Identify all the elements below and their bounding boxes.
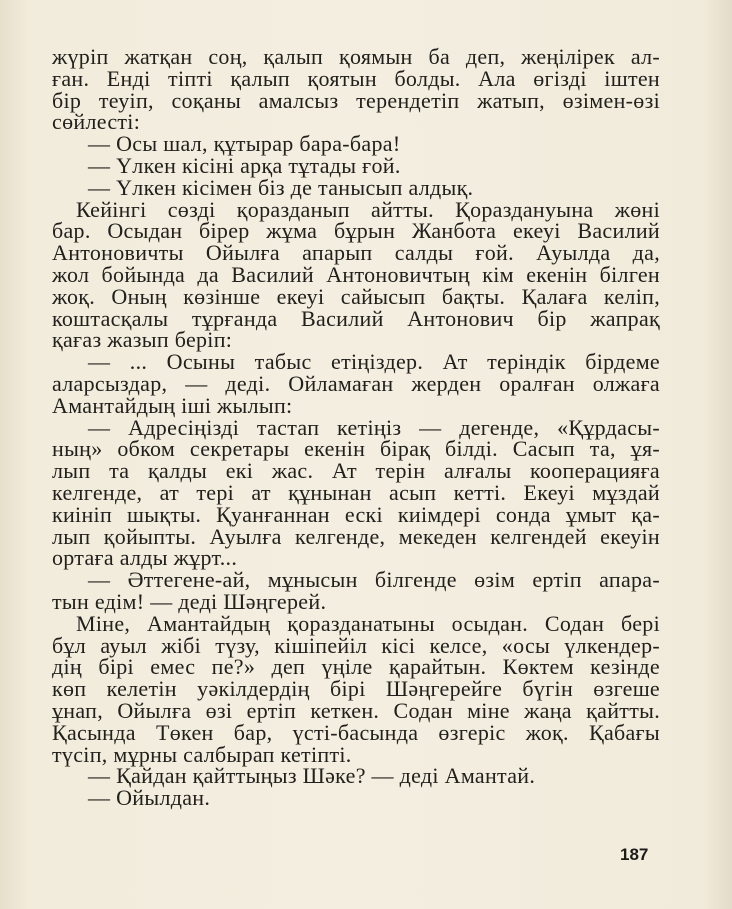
text-line-30: көп келетін уәкілдердің бірі Шәңгерейге бүгін өзгеше <box>52 676 660 702</box>
text-line-5: — Осы шал, құтырар бара-бара! <box>88 131 401 157</box>
text-line-23: лып қойыпты. Ауылға келгенде, мекеден келгендей екеуін <box>52 523 660 549</box>
text-line-17: Амантайдың іші жылып: <box>52 392 293 418</box>
text-line-7: — Үлкен кісімен біз де танысып алдық. <box>88 174 474 200</box>
text-line-32: Қасында Төкен бар, үсті-басында өзгеріс жоқ. Қабағы <box>52 719 660 745</box>
page-number: 187 <box>620 845 649 864</box>
text-line-33: түсіп, мұрны салбырап кетіпті. <box>52 741 352 767</box>
text-line-12: жоқ. Оның көзінше екеуі сайысып бақты. Қалаға келіп, <box>52 283 660 309</box>
text-line-24: ортаға алды жұрт... <box>52 545 238 571</box>
text-line-1: жүріп жатқан соң, қалып қоямын ба деп, жеңілірек ал- <box>52 44 660 69</box>
text-line-3: бір теуіп, соқаны амалсыз терендетіп жатып, өзімен-өзі <box>52 87 660 113</box>
text-line-25: — Әттегене-ай, мұнысын білгенде өзім ертіп апара- <box>88 567 660 593</box>
text-line-14: қағаз жазып беріп: <box>52 327 233 353</box>
text-line-34: — Қайдан қайттыңыз Шәке? — деді Амантай. <box>88 763 536 789</box>
text-line-19: ның» обком секретары екенін бірақ білді. Сасып та, ұя- <box>52 436 660 462</box>
text-line-16: аларсыздар, — деді. Ойламаған жерден оралған олжаға <box>52 370 660 396</box>
text-line-35: — Ойылдан. <box>88 785 211 811</box>
text-line-31: ұнап, Ойылға өзі ертіп кеткен. Содан міне жаңа қайтты. <box>52 697 660 723</box>
text-line-26: тын едім! — деді Шәңгерей. <box>52 588 327 614</box>
text-line-9: бар. Осыдан бірер жұма бұрын Жанбота екеуі Василий <box>52 218 660 244</box>
text-line-2: ған. Енді тіпті қалып қоятын болды. Ала өгізді іштен <box>52 65 660 91</box>
text-line-4: сөйлесті: <box>52 109 141 135</box>
text-line-20: лып та қалды екі жас. Ат терін алғалы кооперацияға <box>52 458 660 484</box>
text-line-8: Кейінгі сөзді қоразданып айтты. Қораздануына жөні <box>76 196 660 222</box>
text-line-21: келгенде, ат тері ат құнынан асып кетті. Екеуі мұздай <box>52 479 660 505</box>
text-line-13: коштасқалы тұрғанда Василий Антонович бір жапрақ <box>52 305 660 331</box>
text-line-29: дің бірі емес пе?» деп үңіле қарайтын. Көктем кезінде <box>52 654 660 680</box>
text-line-10: Антоновичты Ойылға апарып салды ғой. Ауылда да, <box>52 240 660 266</box>
text-line-18: — Адресіңізді тастап кетіңіз — дегенде, «Құрдасы- <box>88 414 660 440</box>
text-line-28: бұл ауыл жібі түзу, кішіпейіл кісі келсе, «осы үлкендер- <box>52 632 660 658</box>
body-text <box>52 46 660 809</box>
text-line-6: — Үлкен кісіні арқа тұтады ғой. <box>88 152 401 178</box>
text-line-27: Міне, Амантайдың қоразданатыны осыдан. Содан бері <box>76 610 660 636</box>
text-line-11: жол бойында да Василий Антоновичтың кім екенін білген <box>52 261 660 287</box>
text-line-22: киініп шықты. Қуанғаннан ескі киімдері сонда ұмыт қа- <box>52 501 660 527</box>
text-line-15: — ... Осыны табыс етіңіздер. Ат теріндік бірдеме <box>88 349 660 375</box>
